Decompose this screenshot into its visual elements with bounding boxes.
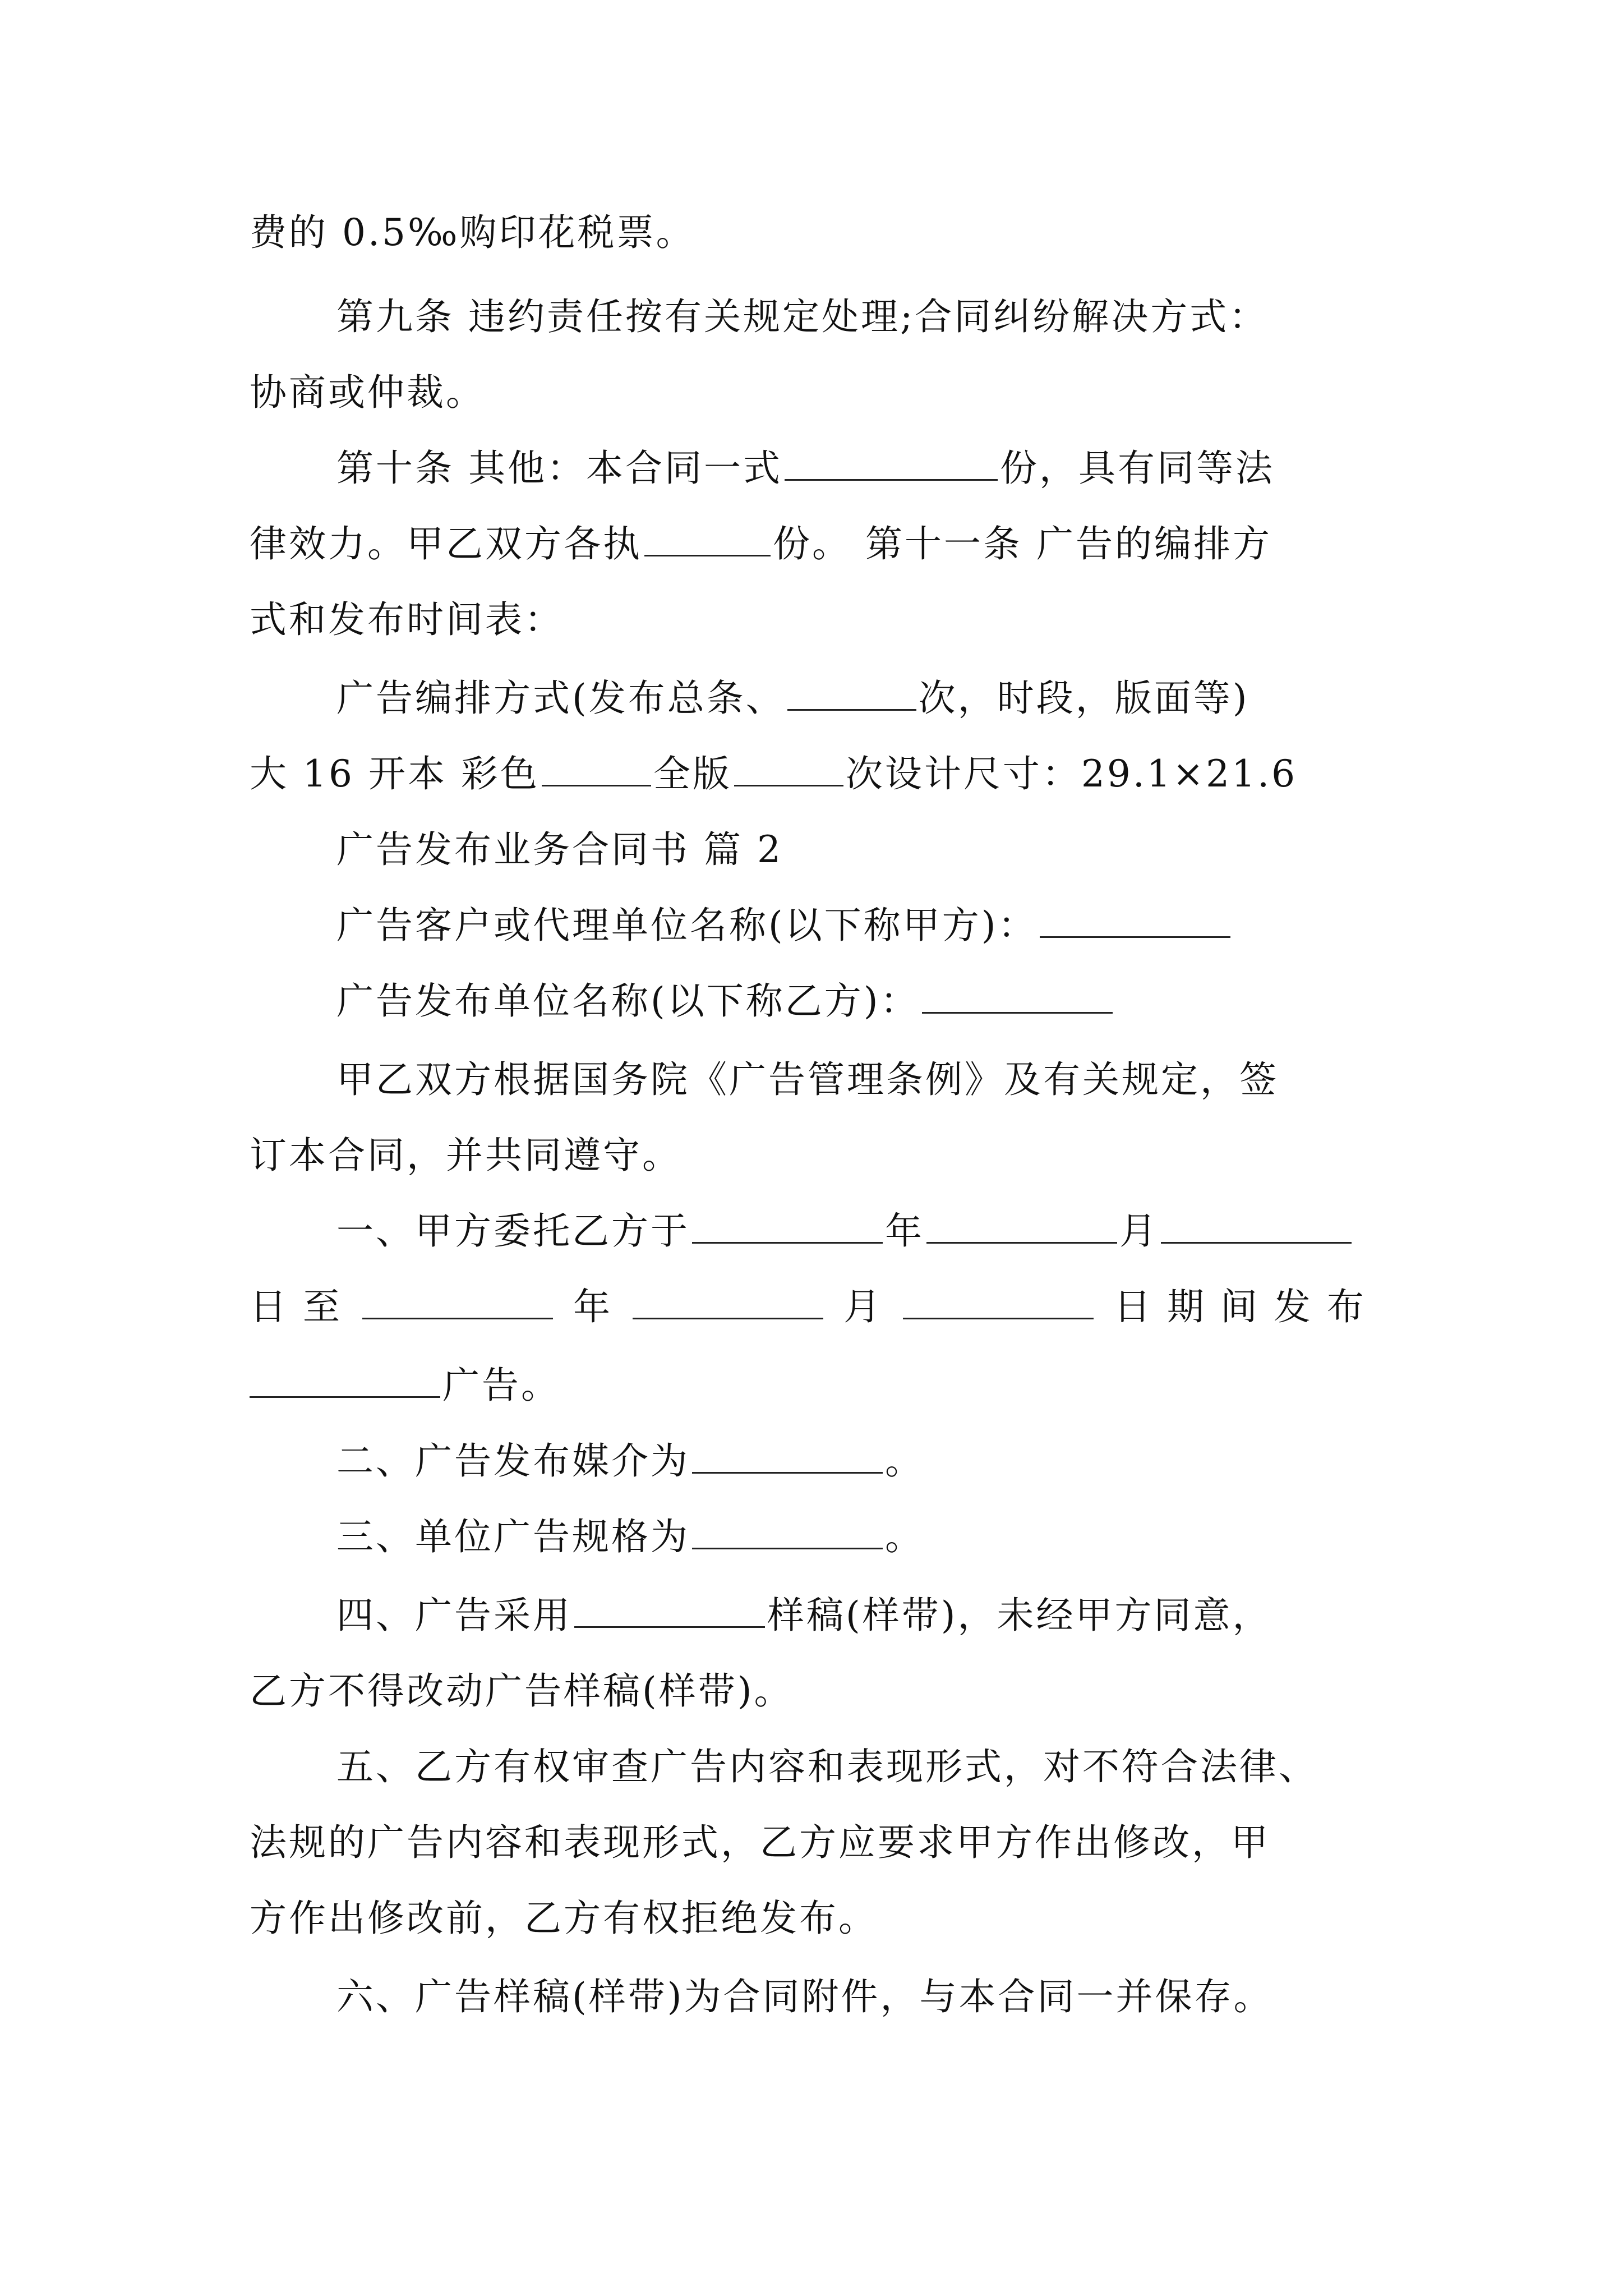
paragraph-line: 律效力。甲乙双方各执 份。 第十一条 广告的编排方	[250, 522, 1272, 565]
fill-blank[interactable]	[692, 1516, 883, 1549]
paragraph-line: 广告客户或代理单位名称(以下称甲方)：	[336, 903, 1233, 948]
paragraph-line: 六、广告样稿(样带)为合同附件，与本合同一并保存。	[336, 1975, 1273, 2018]
fill-blank[interactable]	[574, 1595, 765, 1628]
paragraph-line: 二、广告发布媒介为 。	[336, 1439, 924, 1483]
fill-blank[interactable]	[787, 678, 916, 711]
fill-blank[interactable]	[1161, 1211, 1352, 1244]
fill-blank[interactable]	[362, 1286, 553, 1319]
fill-blank[interactable]	[734, 753, 843, 786]
paragraph-line: 协商或仲裁。	[250, 371, 485, 414]
paragraph-line: 第十条 其他：本合同一式 份，具有同等法	[336, 447, 1275, 490]
fill-blank[interactable]	[644, 523, 771, 556]
paragraph-line: 方作出修改前，乙方有权拒绝发布。	[250, 1897, 878, 1940]
paragraph-line: 广告编排方式(发布总条、 次，时段，版面等)	[336, 677, 1249, 720]
fill-blank[interactable]	[926, 1211, 1117, 1244]
fill-blank[interactable]	[785, 448, 998, 481]
paragraph-line: 乙方不得改动广告样稿(样带)。	[250, 1669, 794, 1713]
paragraph-line: 费的 0.5‰购印花税票。	[250, 211, 695, 254]
paragraph-line: 法规的广告内容和表现形式，乙方应要求甲方作出修改，甲	[250, 1821, 1270, 1864]
paragraph-line: 订本合同，并共同遵守。	[250, 1134, 681, 1177]
fill-blank[interactable]	[692, 1441, 883, 1474]
fill-blank[interactable]	[542, 753, 651, 786]
fill-blank[interactable]	[903, 1286, 1094, 1319]
paragraph-line: 一、甲方委托乙方于 年 月	[336, 1209, 1354, 1254]
paragraph-line: 大 16 开本 彩色 全版 次设计尺寸：29.1×21.6	[250, 752, 1298, 795]
fill-blank[interactable]	[633, 1286, 823, 1319]
paragraph-line: 日 至 年 月 日 期 间 发 布	[250, 1285, 1366, 1328]
section-heading: 广告发布业务合同书 篇 2	[336, 828, 783, 871]
fill-blank[interactable]	[922, 981, 1113, 1014]
fill-blank[interactable]	[250, 1365, 440, 1398]
paragraph-line: 第九条 违约责任按有关规定处理;合同纠纷解决方式：	[336, 295, 1269, 338]
paragraph-line: 甲乙双方根据国务院《广告管理条例》及有关规定，签	[336, 1058, 1279, 1101]
paragraph-line: 广告。	[250, 1363, 560, 1408]
paragraph-line: 五、乙方有权审查广告内容和表现形式，对不符合法律、	[336, 1745, 1318, 1788]
fill-blank[interactable]	[1040, 905, 1230, 938]
paragraph-line: 三、单位广告规格为 。	[336, 1515, 924, 1558]
paragraph-line: 式和发布时间表：	[250, 598, 564, 641]
paragraph-line: 广告发布单位名称(以下称乙方)：	[336, 979, 1115, 1024]
fill-blank[interactable]	[692, 1211, 883, 1244]
paragraph-line: 四、广告采用 样稿(样带)，未经甲方同意，	[336, 1594, 1272, 1637]
